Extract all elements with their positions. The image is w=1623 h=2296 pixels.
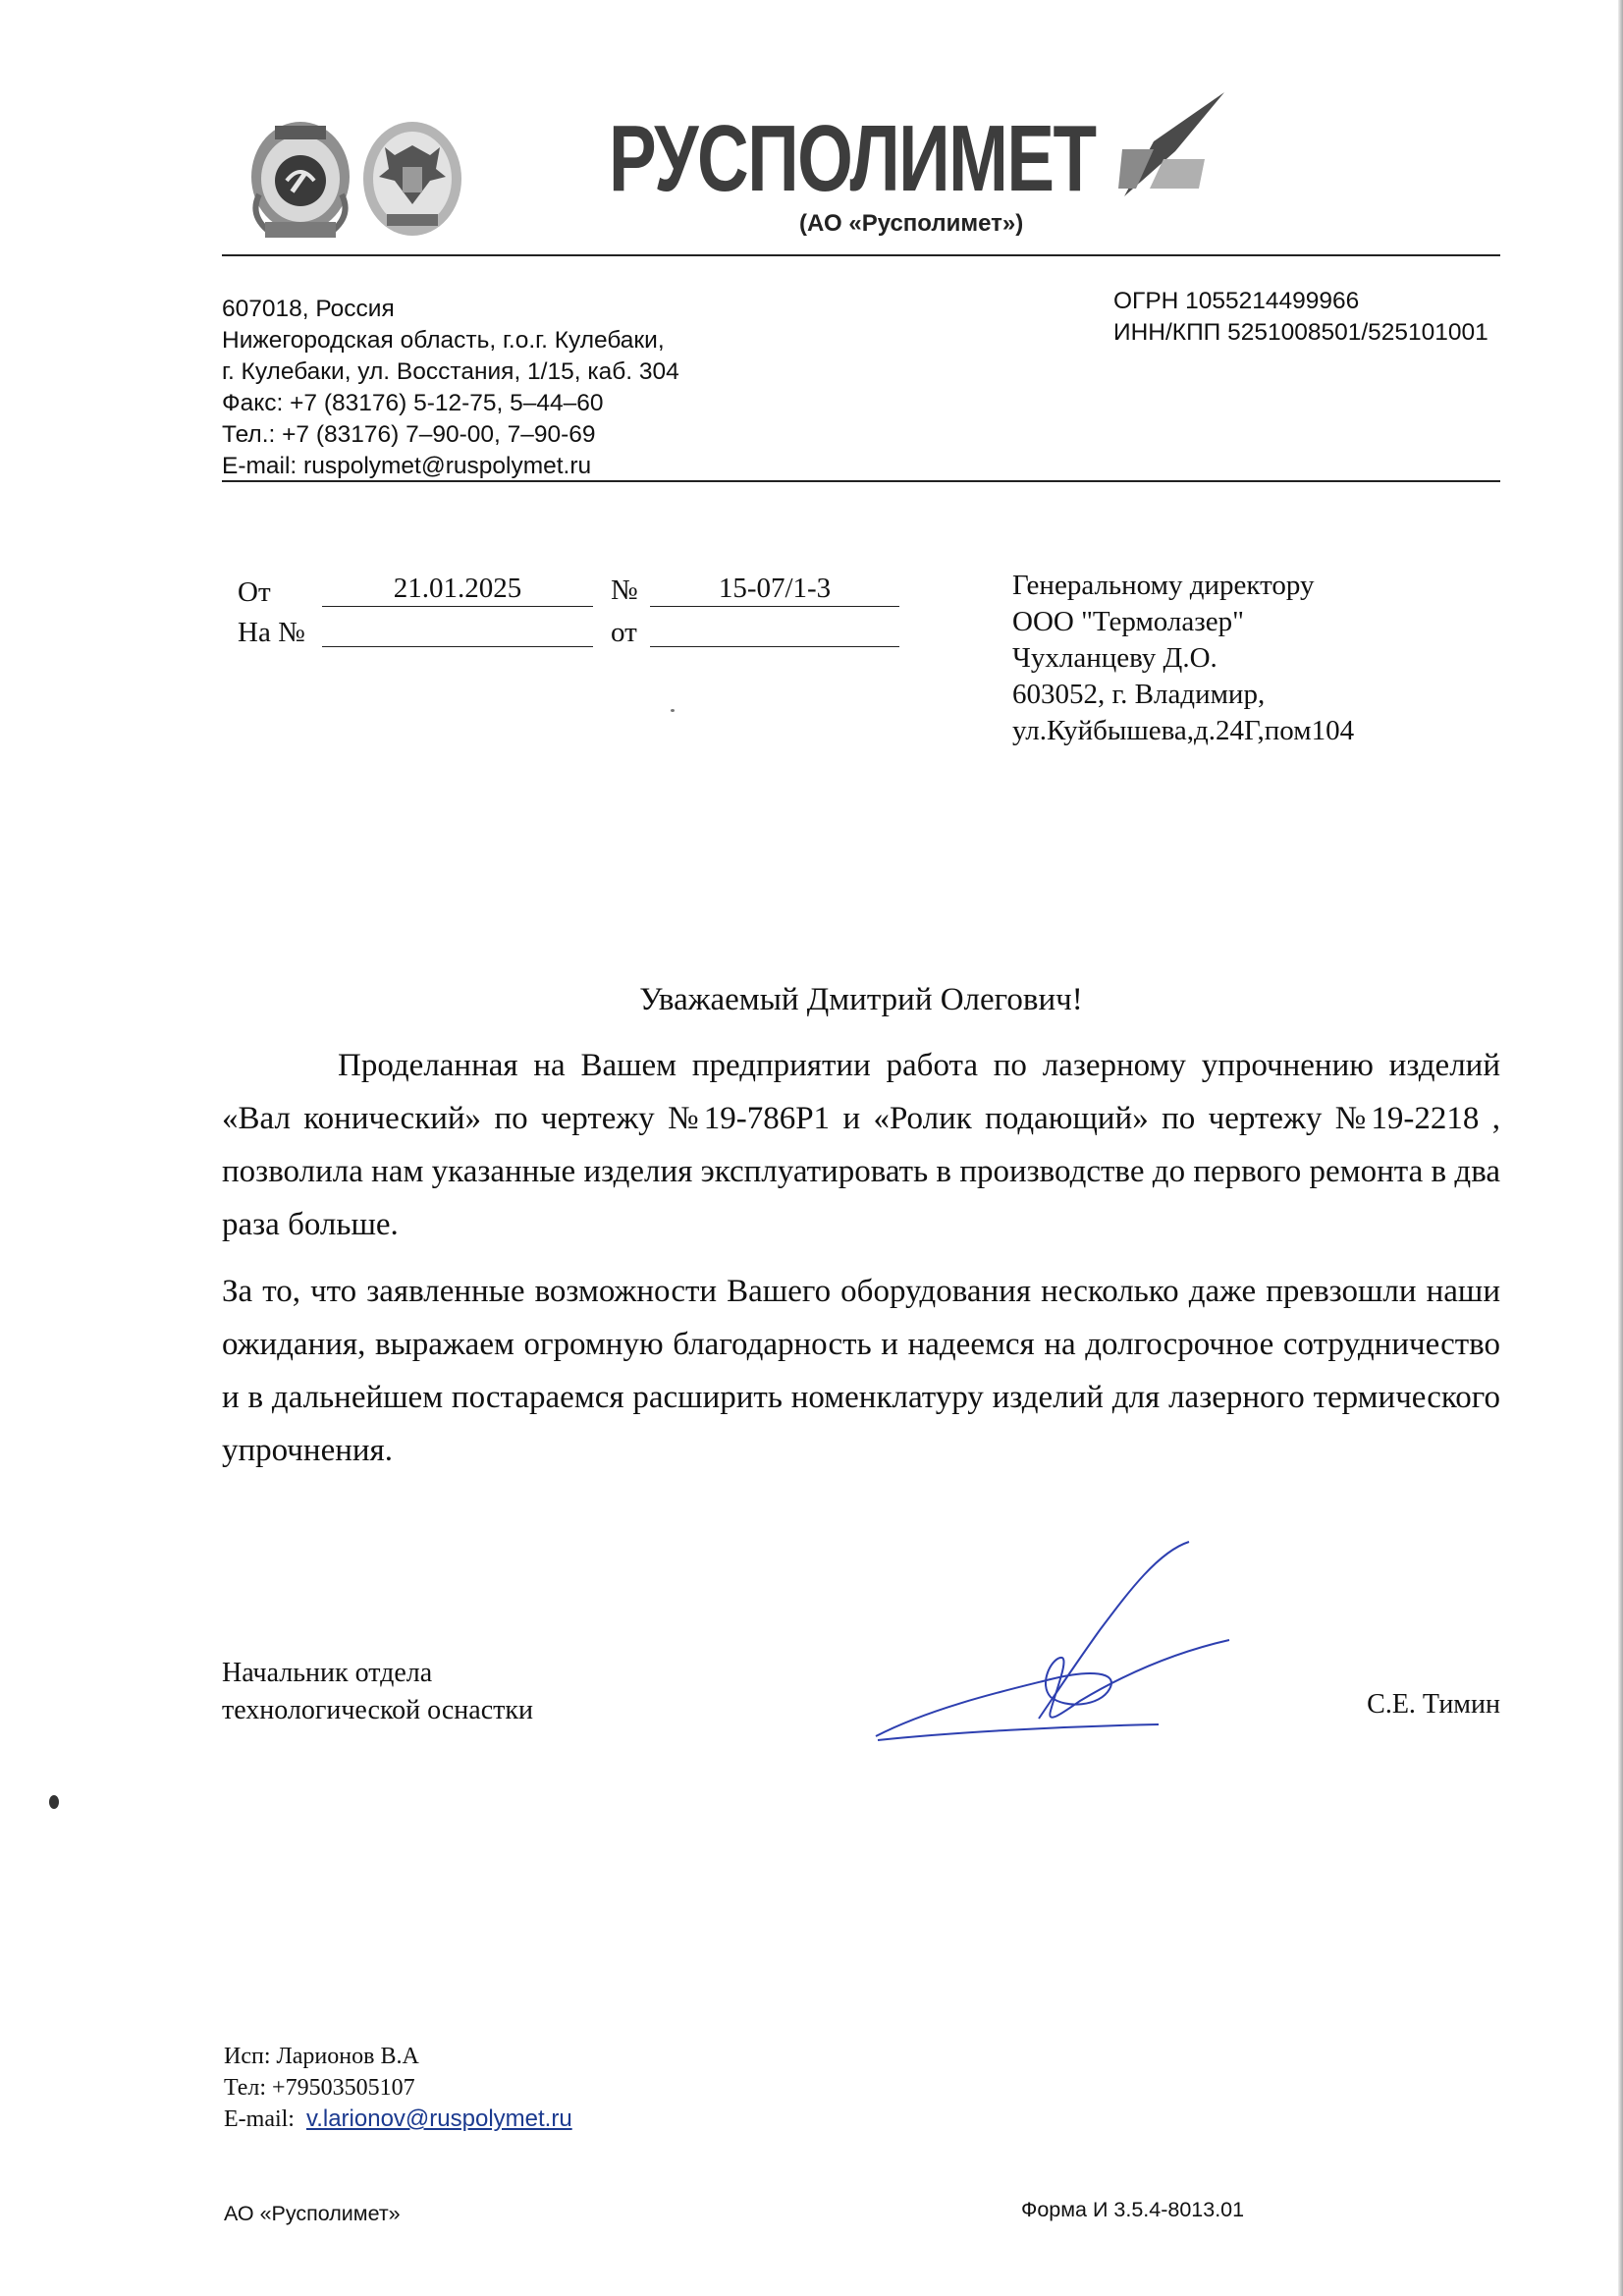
executor-email-link[interactable]: v.larionov@ruspolymet.ru xyxy=(305,2105,572,2132)
address-line: г. Кулебаки, ул. Восстания, 1/15, каб. 304 xyxy=(222,358,679,385)
recipient-block xyxy=(1012,568,1354,749)
outgoing-number: 15-07/1-3 xyxy=(650,573,899,607)
number-label: № xyxy=(611,574,638,606)
address-line: 607018, Россия xyxy=(222,296,395,322)
recipient-line: ул.Куйбышева,д.24Г,пом104 xyxy=(1012,715,1355,746)
address-line: Нижегородская область, г.о.г. Кулебаки, xyxy=(222,327,665,354)
state-emblem-icon xyxy=(359,116,465,244)
handwritten-signature xyxy=(864,1532,1237,1758)
company-logo-text: РУСПОЛИМЕТ xyxy=(609,106,1096,211)
signer-position-line: технологической оснастки xyxy=(222,1695,533,1725)
footer-company: АО «Русполимет» xyxy=(224,2202,401,2225)
reply-date-label: от xyxy=(611,617,637,648)
executor-email-line xyxy=(224,2104,572,2135)
company-registration-block xyxy=(1113,286,1488,349)
executor-name: Исп: Ларионов В.А xyxy=(224,2044,419,2069)
header-rule-top xyxy=(222,254,1500,256)
letter-greeting: Уважаемый Дмитрий Олегович! xyxy=(639,982,1083,1017)
company-address-block xyxy=(222,294,679,482)
reply-to-label: На № xyxy=(238,617,305,648)
reply-date-field xyxy=(650,613,899,647)
recipient-line: ООО "Термолазер" xyxy=(1012,606,1244,637)
address-line: E-mail: ruspolymet@ruspolymet.ru xyxy=(222,453,592,479)
header-rule-bottom xyxy=(222,480,1500,482)
address-line: Факс: +7 (83176) 5-12-75, 5–44–60 xyxy=(222,390,604,416)
scan-edge-shadow xyxy=(1618,0,1623,2296)
letter-paragraph-2: За то, что заявленные возможности Вашего оборудования несколько даже превзошли наши ожидания, выражаем огромную благодарность и надеемся на долгосрочное сотрудничество и в дальнейшем постараемся расширить номенклатуру изделий для лазерного термического упрочнения. xyxy=(222,1274,1500,1468)
registration-line: ИНН/КПП 5251008501/525101001 xyxy=(1113,319,1488,346)
executor-email-label: E-mail: xyxy=(224,2106,295,2132)
signer-position-line: Начальник отдела xyxy=(222,1658,433,1688)
recipient-line: Генеральному директору xyxy=(1012,570,1315,601)
executor-contacts xyxy=(224,2041,572,2135)
company-logo-mark-icon xyxy=(1114,90,1227,198)
scan-speck xyxy=(49,1795,59,1809)
from-label: От xyxy=(238,576,271,608)
signer-position xyxy=(222,1655,533,1729)
address-line: Тел.: +7 (83176) 7–90-00, 7–90-69 xyxy=(222,421,596,448)
order-emblem-icon xyxy=(245,116,355,244)
company-legal-name: (АО «Русполимет») xyxy=(799,210,1024,237)
executor-phone: Тел: +79503505107 xyxy=(224,2075,415,2101)
outgoing-date: 21.01.2025 xyxy=(322,573,593,607)
registration-line: ОГРН 1055214499966 xyxy=(1113,288,1360,314)
footer-form-code: Форма И 3.5.4-8013.01 xyxy=(1021,2198,1245,2221)
signer-name: С.Е. Тимин xyxy=(1367,1689,1500,1720)
letter-paragraph-1: Проделанная на Вашем предприятии работа по лазерному упрочнению изделий «Вал конический» по чертежу №19-786Р1 и «Ролик подающий» по чертежу №19-2218 , позволила нам указанные изделия эксплуатировать в производстве до первого ремонта в два раза больше. xyxy=(222,1048,1500,1242)
scan-speck xyxy=(671,709,675,712)
recipient-line: Чухланцеву Д.О. xyxy=(1012,642,1217,674)
recipient-line: 603052, г. Владимир, xyxy=(1012,679,1266,710)
reply-to-number-field xyxy=(322,613,593,647)
